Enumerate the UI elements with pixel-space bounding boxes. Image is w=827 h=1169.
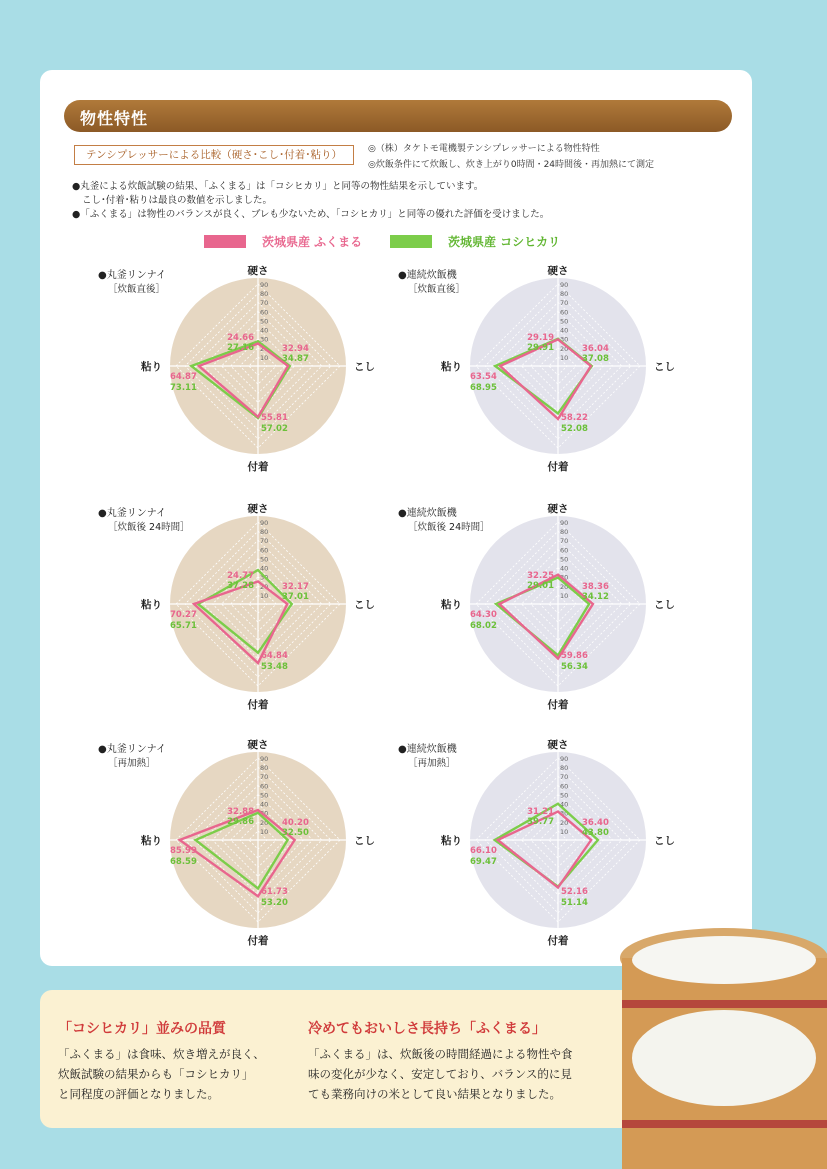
data-label: 58.22 [561,413,588,423]
data-label: 40.20 [282,818,309,828]
axis-label-hardness: 硬さ [547,503,569,515]
axis-label-hardness: 硬さ [247,265,269,277]
data-label: 69.47 [470,857,497,867]
data-label: 73.11 [170,383,197,393]
axis-label-adhesion: 付着 [247,699,269,711]
tick-label: 20 [260,818,269,827]
data-label: 61.73 [261,887,288,897]
note-1: ◎（株）タケトモ電機製テンシプレッサーによる物性特性 [368,144,600,154]
data-label: 85.99 [170,846,197,856]
tick-label: 20 [560,818,569,827]
tick-label: 70 [260,537,269,546]
tick-label: 90 [560,281,569,289]
data-label: 55.81 [261,413,288,423]
data-label: 53.20 [261,898,288,908]
data-label: 32.94 [282,344,309,354]
chart-title: ●丸釜リンナイ [98,744,167,755]
axis-label-hardness: 硬さ [247,503,269,515]
axis-label-koshi: こし [354,361,375,373]
tick-label: 80 [560,290,569,299]
axis-label-stickiness: 粘り [141,835,162,847]
axis-label-stickiness: 粘り [141,599,162,611]
tick-label: 60 [560,782,569,791]
tick-label: 40 [260,800,269,809]
rice-top [632,936,816,984]
tick-label: 70 [560,537,569,546]
data-label: 39.77 [527,817,554,827]
data-label: 68.95 [470,383,497,393]
tick-label: 90 [260,281,269,289]
data-label: 56.34 [561,662,588,672]
rice-tub-illustration [600,920,827,1169]
data-label: 29.19 [527,333,554,343]
tick-label: 60 [560,546,569,555]
chart-subtitle: ［炊飯後 24時間］ [408,522,490,533]
axis-label-koshi: こし [654,599,675,611]
tick-label: 90 [560,755,569,763]
tick-label: 80 [260,290,269,299]
tick-label: 30 [560,809,569,818]
data-label: 59.86 [561,651,588,661]
data-label: 32.88 [227,807,254,817]
data-label: 53.48 [261,662,288,672]
data-label: 64.84 [261,651,288,661]
right-line-2: 味の変化が少なく、安定しており、バランス的に見 [308,1067,572,1081]
axis-label-hardness: 硬さ [547,265,569,277]
axis-label-adhesion: 付着 [247,461,269,473]
bullet-2: ●「ふくまる」は物性のバランスが良く、ブレも少ないため、「コシヒカリ」と同等の優れた評価を受けました。 [72,209,550,220]
tick-label: 30 [260,573,269,582]
tick-label: 50 [260,555,269,564]
chart-title: ●連続炊飯機 [398,270,457,281]
axis-label-adhesion: 付着 [547,935,569,947]
left-line-2: 炊飯試験の結果からも「コシヒカリ」 [58,1067,254,1081]
data-label: 66.10 [470,846,497,856]
axis-label-stickiness: 粘り [141,361,162,373]
legend-label-fukumaru: 茨城県産 ふくまる [262,235,363,249]
tick-label: 80 [260,764,269,773]
chart-subtitle: ［炊飯直後］ [408,284,466,295]
right-heading: 冷めてもおいしさ長持ち「ふくまる」 [308,1021,546,1037]
right-line-3: ても業務向けの米として良い結果となりました。 [308,1087,561,1101]
data-label: 38.36 [582,582,609,592]
axis-label-koshi: こし [354,599,375,611]
chart-subtitle: ［再加熱］ [408,758,456,769]
data-label: 57.02 [261,424,288,434]
tick-label: 10 [260,591,269,600]
tick-label: 70 [560,299,569,308]
data-label: 52.16 [561,887,588,897]
data-label: 52.08 [561,424,588,434]
tick-label: 10 [560,827,569,836]
tick-label: 30 [560,335,569,344]
tick-label: 50 [260,791,269,800]
bottom-panel [40,990,640,1128]
tick-label: 90 [260,519,269,527]
tick-label: 10 [260,353,269,362]
tick-label: 10 [560,591,569,600]
data-label: 37.01 [282,592,309,602]
tick-label: 60 [560,308,569,317]
tick-label: 30 [260,809,269,818]
axis-label-stickiness: 粘り [441,599,462,611]
tick-label: 20 [260,344,269,353]
axis-label-koshi: こし [654,835,675,847]
tick-label: 40 [260,326,269,335]
tick-label: 50 [560,317,569,326]
tick-label: 50 [260,317,269,326]
tick-label: 70 [260,299,269,308]
bullet-1: ●丸釜による炊飯試験の結果、「ふくまる」は「コシヒカリ」と同等の物性結果を示しています。 [72,181,484,192]
data-label: 36.40 [582,818,609,828]
data-label: 64.30 [470,610,497,620]
axis-label-koshi: こし [654,361,675,373]
tick-label: 40 [560,326,569,335]
data-label: 43.80 [582,828,609,838]
legend-label-koshihikari: 茨城県産 コシヒカリ [448,235,561,249]
data-label: 27.16 [227,343,254,353]
data-label: 36.04 [582,344,609,354]
tick-label: 20 [560,344,569,353]
axis-label-adhesion: 付着 [547,461,569,473]
chart-title: ●連続炊飯機 [398,508,457,519]
tick-label: 40 [560,564,569,573]
chart-subtitle: ［再加熱］ [108,758,156,769]
data-label: 29.86 [227,817,254,827]
rice-mound [632,1010,816,1106]
data-label: 64.87 [170,372,197,382]
axis-label-stickiness: 粘り [441,361,462,373]
comparison-subtitle: テンシプレッサーによる比較（硬さ･こし･付着･粘り） [74,145,354,165]
tick-label: 10 [260,827,269,836]
data-label: 70.27 [170,610,197,620]
chart-title: ●丸釜リンナイ [98,270,167,281]
axis-label-adhesion: 付着 [547,699,569,711]
tick-label: 80 [560,764,569,773]
axis-label-koshi: こし [354,835,375,847]
right-line-1: 「ふくまる」は、炊飯後の時間経過による物性や食 [308,1047,573,1061]
data-label: 24.66 [227,333,254,343]
axis-label-adhesion: 付着 [247,935,269,947]
axis-label-stickiness: 粘り [441,835,462,847]
data-label: 65.71 [170,621,197,631]
bullet-1-cont: こし･付着･粘りは最良の数値を示しました。 [82,195,273,206]
chart-title: ●丸釜リンナイ [98,508,167,519]
data-label: 63.54 [470,372,497,382]
tick-label: 60 [260,782,269,791]
tick-label: 90 [260,755,269,763]
data-label: 37.28 [227,581,254,591]
tick-label: 80 [260,528,269,537]
data-label: 34.12 [582,592,609,602]
data-label: 24.77 [227,571,254,581]
tick-label: 50 [560,791,569,800]
data-label: 37.08 [582,354,609,364]
left-line-3: と同程度の評価となりました。 [58,1087,219,1101]
tick-label: 40 [560,800,569,809]
data-label: 32.17 [282,582,309,592]
data-label: 29.01 [527,581,554,591]
axis-label-hardness: 硬さ [247,739,269,751]
data-label: 68.02 [470,621,497,631]
note-2: ◎炊飯条件にて炊飯し、炊き上がり0時間・24時間後・再加熱にて測定 [368,160,655,170]
chart-title: ●連続炊飯機 [398,744,457,755]
tick-label: 70 [260,773,269,782]
data-label: 29.91 [527,343,554,353]
tick-label: 70 [560,773,569,782]
tick-label: 60 [260,546,269,555]
data-label: 51.14 [561,898,588,908]
axis-label-hardness: 硬さ [547,739,569,751]
tick-label: 20 [260,582,269,591]
tub-band-bottom [622,1120,827,1128]
tick-label: 30 [260,335,269,344]
chart-subtitle: ［炊飯直後］ [108,284,166,295]
data-label: 32.50 [282,828,309,838]
tick-label: 40 [260,564,269,573]
tick-label: 50 [560,555,569,564]
tick-label: 10 [560,353,569,362]
data-label: 34.87 [282,354,309,364]
tick-label: 80 [560,528,569,537]
data-label: 31.21 [527,807,554,817]
tick-label: 60 [260,308,269,317]
tick-label: 90 [560,519,569,527]
section-title: 物性特性 [80,109,149,128]
chart-subtitle: ［炊飯後 24時間］ [108,522,190,533]
tick-label: 20 [560,582,569,591]
left-line-1: 「ふくまる」は食味、炊き増えが良く、 [58,1047,265,1061]
tub-band-top [622,1000,827,1008]
tick-label: 30 [560,573,569,582]
data-label: 68.59 [170,857,197,867]
data-label: 32.25 [527,571,554,581]
left-heading: 「コシヒカリ」並みの品質 [58,1021,226,1037]
